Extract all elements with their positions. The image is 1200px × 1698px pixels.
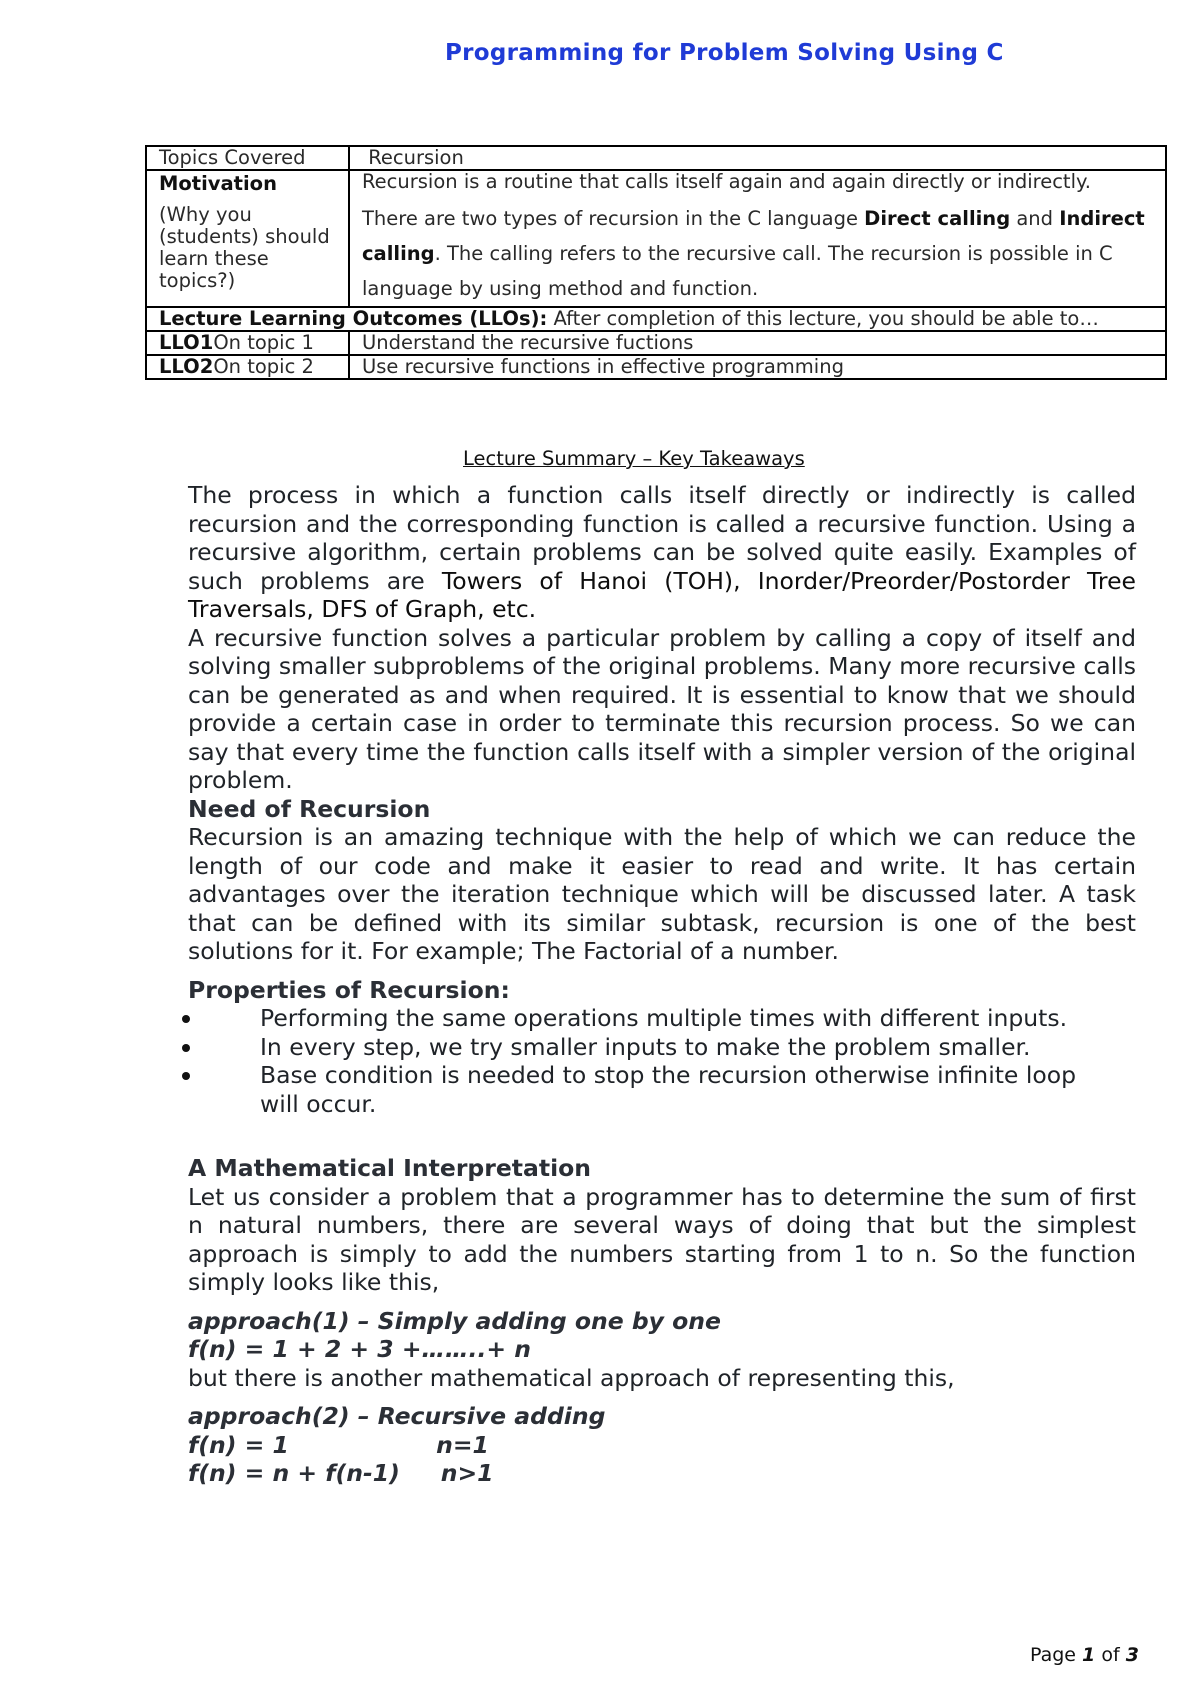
- bullet-icon: [182, 1015, 190, 1023]
- summary-p1: [188, 481, 1136, 624]
- motivation-p2: [362, 201, 1159, 306]
- prop-item: [188, 1004, 1136, 1033]
- approach1-formula: f(n) = 1 + 2 + 3 +……..+ n: [188, 1335, 531, 1363]
- motivation-sub: (Why you (students) should learn these topics?): [159, 203, 330, 292]
- page-word: Page: [1030, 1644, 1083, 1666]
- motivation-and: and: [1010, 207, 1060, 230]
- approach2-heading: approach(2) – Recursive adding: [188, 1402, 606, 1430]
- summary-body: [188, 481, 1136, 1488]
- props-list: [188, 1004, 1136, 1118]
- motivation-indirect: Indirect calling: [362, 207, 1145, 265]
- props-heading: Properties of Recursion:: [188, 975, 510, 1004]
- motivation-label: Motivation: [159, 172, 277, 195]
- approach2-line2: f(n) = n + f(n-1) n>1: [188, 1459, 494, 1487]
- llo2-row: [146, 355, 1166, 379]
- motivation-p2b: . The calling refers to the recursive call. The recursion is possible in C language by using method and function.: [362, 242, 1113, 300]
- llo1-topic: On topic 1: [213, 331, 314, 354]
- math-text: Let us consider a problem that a programmer has to determine the sum of first n natural numbers, there are several ways of doing that but the simplest approach is simply to add the numbers starting from 1 to n. So the function simply looks like this,: [188, 1182, 1136, 1296]
- motivation-p1: Recursion is a routine that calls itself again and again directly or indirectly.: [362, 170, 1091, 193]
- prop-text: In every step, we try smaller inputs to make the problem smaller.: [260, 1032, 1031, 1061]
- motivation-direct: Direct calling: [864, 207, 1011, 230]
- page-title: Programming for Problem Solving Using C: [445, 40, 1004, 66]
- summary-p1-text: The process in which a function calls itself directly or indirectly is called recursion and the corresponding function is called a recursive function. Using a recursive algorithm, certain problems can be solved quite easily. Examples of such problems are: [188, 481, 1136, 595]
- approach1-heading: approach(1) – Simply adding one by one: [188, 1306, 721, 1335]
- prop-item: [188, 1061, 1136, 1118]
- topic-table: [145, 145, 1167, 380]
- motivation-cell: [146, 170, 349, 307]
- approach-between: but there is another mathematical approach of representing this,: [188, 1363, 955, 1392]
- bullet-icon: [182, 1072, 190, 1080]
- llo2-text: Use recursive functions in effective programming: [349, 355, 1166, 379]
- summary-heading: Lecture Summary – Key Takeaways: [463, 447, 805, 470]
- page-footer: [1030, 1644, 1139, 1666]
- llo1-row: [146, 331, 1166, 355]
- llo2-topic: On topic 2: [213, 355, 314, 378]
- approach2-line1: f(n) = 1 n=1: [188, 1430, 489, 1459]
- motivation-p2a: There are two types of recursion in the C language: [362, 207, 865, 230]
- llo-heading-cell: [146, 307, 1166, 331]
- page-total: 3: [1125, 1644, 1139, 1666]
- llo2-code: LLO2: [159, 355, 214, 378]
- bullet-icon: [182, 1044, 190, 1052]
- llo-heading: Lecture Learning Outcomes (LLOs):: [159, 307, 548, 330]
- prop-item: [188, 1033, 1136, 1062]
- topics-label: Topics Covered: [146, 146, 349, 170]
- prop-text: Base condition is needed to stop the recursion otherwise infinite loop will occur.: [260, 1061, 1077, 1118]
- motivation-row: [146, 170, 1166, 307]
- summary-p2: A recursive function solves a particular problem by calling a copy of itself and solving smaller subproblems of the original problems. Many more recursive calls can be generated as and when required. It is essential to know that we should provide a certain case in order to terminate this recursion process. So we can say that every time the function calls itself with a simpler version of the original problem.: [188, 623, 1136, 794]
- math-heading: A Mathematical Interpretation: [188, 1154, 592, 1182]
- prop-text: Performing the same operations multiple times with different inputs.: [260, 1004, 1068, 1032]
- llo1-code: LLO1: [159, 331, 214, 354]
- summary-p1-examples: Towers of Hanoi (TOH), Inorder/Preorder/Postorder Tree Traversals, DFS of Graph, etc.: [188, 566, 1136, 623]
- llo-heading-row: [146, 307, 1166, 331]
- llo1-text: Understand the recursive fuctions: [349, 331, 1166, 355]
- need-text: Recursion is an amazing technique with the help of which we can reduce the length of our code and make it easier to read and write. It has certain advantages over the iteration technique which will be discussed later. A task that can be defined with its similar subtask, recursion is one of the best solutions for it. For example; The Factorial of a number.: [188, 823, 1136, 965]
- need-heading: Need of Recursion: [188, 794, 431, 823]
- of-word: of: [1095, 1644, 1126, 1666]
- topics-value: [349, 146, 1166, 170]
- page-number: 1: [1082, 1644, 1096, 1666]
- llo2-cell: [146, 355, 349, 379]
- motivation-text-cell: [349, 170, 1166, 307]
- topics-value-text: Recursion: [368, 146, 464, 169]
- llo-intro: After completion of this lecture, you should be able to…: [547, 307, 1099, 330]
- topics-row: [146, 146, 1166, 170]
- llo1-cell: [146, 331, 349, 355]
